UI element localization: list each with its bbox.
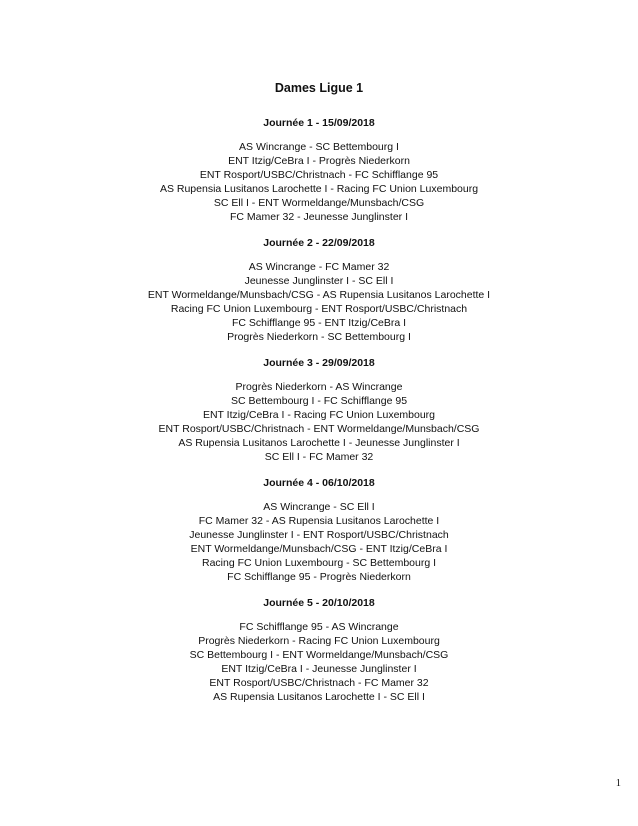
match-item: FC Mamer 32 - Jeunesse Junglinster I <box>230 211 408 223</box>
match-item: FC Schifflange 95 - AS Wincrange <box>239 621 399 633</box>
match-item: AS Wincrange - SC Bettembourg I <box>239 141 399 153</box>
match-item: Progrès Niederkorn - AS Wincrange <box>235 381 403 393</box>
round-heading: Journée 3 - 29/09/2018 <box>263 357 375 369</box>
match-item: ENT Itzig/CeBra I - Racing FC Union Luxembourg <box>202 409 436 421</box>
match-item: AS Rupensia Lusitanos Larochette I - Racing FC Union Luxembourg <box>159 183 479 195</box>
round-heading: Journée 2 - 22/09/2018 <box>263 237 375 249</box>
match-item: SC Ell I - ENT Wormeldange/Munsbach/CSG <box>213 197 425 209</box>
match-item: ENT Wormeldange/Munsbach/CSG - ENT Itzig/CeBra I <box>190 543 448 555</box>
round-heading: Journée 4 - 06/10/2018 <box>263 477 375 489</box>
round-heading: Journée 5 - 20/10/2018 <box>263 597 375 609</box>
match-item: FC Schifflange 95 - Progrès Niederkorn <box>227 571 411 583</box>
match-item: ENT Wormeldange/Munsbach/CSG - AS Rupensia Lusitanos Larochette I <box>147 289 491 301</box>
round-4 <box>0 477 638 584</box>
match-item: AS Wincrange - SC Ell I <box>263 501 375 513</box>
match-item: Jeunesse Junglinster I - SC Ell I <box>244 275 394 287</box>
match-item: AS Wincrange - FC Mamer 32 <box>248 261 390 273</box>
match-item: AS Rupensia Lusitanos Larochette I - SC Ell I <box>213 691 425 703</box>
match-item: SC Bettembourg I - ENT Wormeldange/Munsbach/CSG <box>189 649 449 661</box>
round-heading: Journée 1 - 15/09/2018 <box>263 117 375 129</box>
round-2 <box>0 237 638 344</box>
match-item: SC Ell I - FC Mamer 32 <box>264 451 374 463</box>
round-3 <box>0 357 638 464</box>
match-list <box>0 380 638 464</box>
match-item: ENT Rosport/USBC/Christnach - FC Schifflange 95 <box>199 169 439 181</box>
match-item: Racing FC Union Luxembourg - SC Bettembourg I <box>201 557 437 569</box>
match-item: Racing FC Union Luxembourg - ENT Rosport/USBC/Christnach <box>170 303 468 315</box>
match-item: ENT Rosport/USBC/Christnach - FC Mamer 32 <box>209 677 429 689</box>
match-item: ENT Rosport/USBC/Christnach - ENT Wormeldange/Munsbach/CSG <box>158 423 480 435</box>
match-item: AS Rupensia Lusitanos Larochette I - Jeunesse Junglinster I <box>178 437 460 449</box>
round-5 <box>0 597 638 704</box>
match-item: Jeunesse Junglinster I - ENT Rosport/USBC/Christnach <box>189 529 449 541</box>
match-list <box>0 500 638 584</box>
match-item: ENT Itzig/CeBra I - Jeunesse Junglinster I <box>221 663 417 675</box>
document-title: Dames Ligue 1 <box>274 81 364 95</box>
match-item: FC Mamer 32 - AS Rupensia Lusitanos Larochette I <box>198 515 440 527</box>
match-list <box>0 620 638 704</box>
match-list <box>0 140 638 224</box>
match-item: SC Bettembourg I - FC Schifflange 95 <box>230 395 408 407</box>
match-item: Progrès Niederkorn - SC Bettembourg I <box>227 331 411 343</box>
round-1 <box>0 117 638 224</box>
rounds-container <box>0 117 638 717</box>
match-item: ENT Itzig/CeBra I - Progrès Niederkorn <box>228 155 410 167</box>
match-item: FC Schifflange 95 - ENT Itzig/CeBra I <box>231 317 407 329</box>
match-list <box>0 260 638 344</box>
page-number: 1 <box>615 778 621 789</box>
match-item: Progrès Niederkorn - Racing FC Union Luxembourg <box>198 635 440 647</box>
